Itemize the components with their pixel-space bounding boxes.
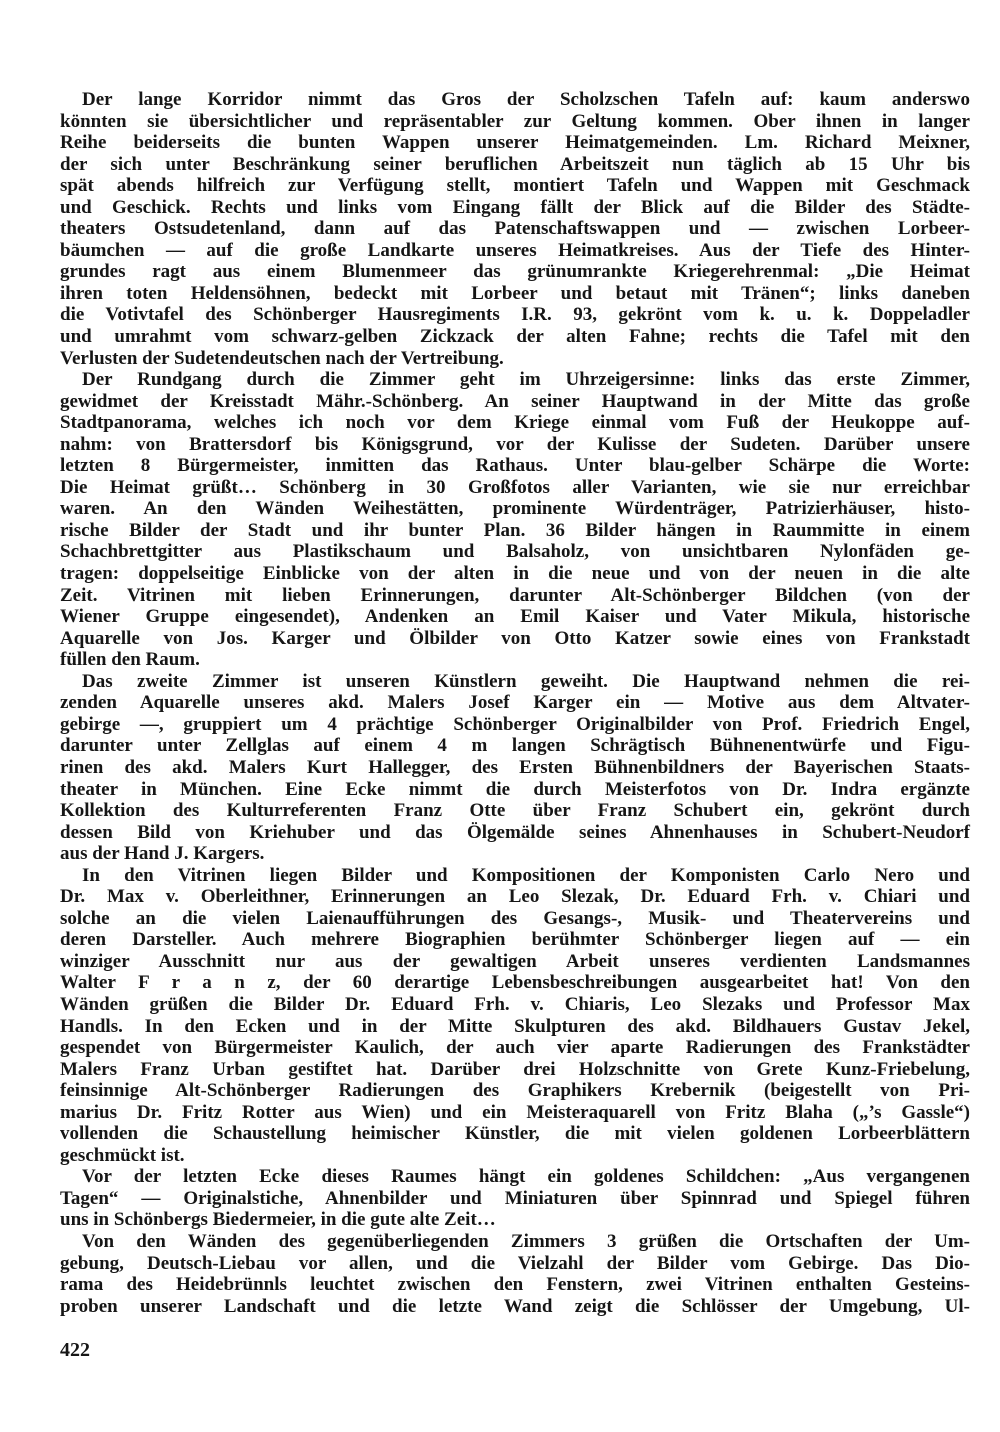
paragraph [60,1231,970,1317]
text-line: winziger Ausschnitt nur aus der gewaltigen Arbeit unseres verdienten Landsmannes [60,950,970,972]
text-line: füllen den Raum. [60,649,200,671]
text-line: Das zweite Zimmer ist unseren Künstlern geweiht. Die Hauptwand nehmen die rei- [82,670,970,692]
text-line: dessen Bild von Kriehuber und das Ölgemälde seines Ahnenhauses in Schubert-Neudorf [60,821,970,843]
text-line: grundes ragt aus einem Blumenmeer das grünumrankte Kriegerehrenmal: „Die Heimat [60,261,970,283]
text-line: Vor der letzten Ecke dieses Raumes hängt ein goldenes Schildchen: „Aus vergangenen [82,1166,970,1188]
text-line: vollenden die Schaustellung heimischer Künstler, die mit vielen goldenen Lorbeerblättern [60,1123,970,1145]
text-line: Handls. In den Ecken und in der Mitte Skulpturen des akd. Bildhauers Gustav Jekel, [60,1015,970,1037]
text-line: Die Heimat grüßt… Schönberg in 30 Großfotos aller Varianten, wie sie nur erreichbar [60,476,970,498]
text-line: Schachbrettgitter aus Plastikschaum und Balsaholz, von unsichtbaren Nylonfäden ge- [60,541,970,563]
paragraph [60,1166,970,1231]
text-line: Dr. Max v. Oberleithner, Erinnerungen an Leo Slezak, Dr. Eduard Frh. v. Chiari und [60,886,970,908]
text-line: zenden Aquarelle unseres akd. Malers Josef Karger ein — Motive aus dem Altvater- [60,692,970,714]
paragraph [60,369,970,671]
text-line: rinen des akd. Malers Kurt Hallegger, des Ersten Bühnenbildners der Bayerischen Staats- [60,756,970,778]
text-line: rama des Heidebrünnls leuchtet zwischen den Fenstern, zwei Vitrinen enthalten Gesteins- [60,1274,970,1296]
text-line: gebung, Deutsch-Liebau vor allen, und die Vielzahl der Bilder vom Gebirge. Das Dio- [60,1252,970,1274]
paragraph [60,89,970,369]
text-line: Zeit. Vitrinen mit lieben Erinnerungen, darunter Alt-Schönberger Bildchen (von der [60,584,970,606]
text-line: Von den Wänden des gegenüberliegenden Zimmers 3 grüßen die Ortschaften der Um- [82,1230,970,1252]
text-line: spät abends hilfreich zur Verfügung stellt, montiert Tafeln und Wappen mit Geschmack [60,175,970,197]
text-line: tragen: doppelseitige Einblicke von der alten in die neue und von der neuen in die alte [60,563,970,585]
text-line: uns in Schönbergs Biedermeier, in die gute alte Zeit… [60,1209,496,1231]
text-line: könnten sie übersichtlicher und repräsentabler zur Geltung kommen. Ober ihnen in langer [60,110,970,132]
text-line: deren Darsteller. Auch mehrere Biographien berühmter Schönberger liegen auf — ein [60,929,970,951]
text-line: waren. An den Wänden Weihestätten, prominente Würdenträger, Patrizierhäuser, histo- [60,498,970,520]
page-number: 422 [60,1339,90,1361]
text-line: solche an die vielen Laienaufführungen des Gesangs-, Musik- und Theatervereins und [60,907,970,929]
text-line: gespendet von Bürgermeister Kaulich, der auch vier aparte Radierungen des Frankstädter [60,1037,970,1059]
text-line: Wänden grüßen die Bilder Dr. Eduard Frh. v. Chiaris, Leo Slezaks und Professor Max [60,993,970,1015]
text-line: theater in München. Eine Ecke nimmt die durch Meisterfotos von Dr. Indra ergänzte [60,778,970,800]
text-line: feinsinnige Alt-Schönberger Radierungen des Graphikers Krebernik (beigestellt von Pri- [60,1080,970,1102]
text-line: und umrahmt vom schwarz-gelben Zickzack der alten Fahne; rechts die Tafel mit den [60,326,970,348]
text-line: rische Bilder der Stadt und ihr bunter Plan. 36 Bilder hängen in Raummitte in einem [60,519,970,541]
text-line: Aquarelle von Jos. Karger und Ölbilder von Otto Katzer sowie eines von Frankstadt [60,627,970,649]
text-line: Kollektion des Kulturreferenten Franz Otte über Franz Schubert ein, gekrönt durch [60,800,970,822]
text-line: gebirge —, gruppiert um 4 prächtige Schönberger Originalbilder von Prof. Friedrich Engel, [60,713,970,735]
text-line: Der Rundgang durch die Zimmer geht im Uhrzeigersinne: links das erste Zimmer, [82,369,970,391]
text-line: darunter unter Zellglas auf einem 4 m langen Schrägtisch Bühnenentwürfe und Figu- [60,735,970,757]
text-line: Verlusten der Sudetendeutschen nach der Vertreibung. [60,347,504,369]
paragraph [60,865,970,1167]
text-line: gewidmet der Kreisstadt Mähr.-Schönberg. An seiner Hauptwand in der Mitte das große [60,390,970,412]
text-line: aus der Hand J. Kargers. [60,843,265,865]
text-line: ihren toten Heldensöhnen, bedeckt mit Lorbeer und betaut mit Tränen“; links daneben [60,282,970,304]
text-line: Stadtpanorama, welches ich noch vor dem Kriege einmal vom Fuß der Heukoppe auf- [60,412,970,434]
text-line: Walter F r a n z, der 60 derartige Lebensbeschreibungen ausgearbeitet hat! Von den [60,972,970,994]
text-line: Reihe beiderseits die bunten Wappen unserer Heimatgemeinden. Lm. Richard Meixner, [60,132,970,154]
text-line: Malers Franz Urban gestiftet hat. Darüber drei Holzschnitte von Grete Kunz-Friebelung, [60,1058,970,1080]
text-line: Der lange Korridor nimmt das Gros der Scholzschen Tafeln auf: kaum anderswo [82,89,970,110]
text-line: Wiener Gruppe eingesendet), Andenken an Emil Kaiser und Vater Mikula, historische [60,606,970,628]
text-line: Tagen“ — Originalstiche, Ahnenbilder und Miniaturen über Spinnrad und Spiegel führen [60,1187,970,1209]
paragraph [60,671,970,865]
text-line: In den Vitrinen liegen Bilder und Kompositionen der Komponisten Carlo Nero und [82,864,970,886]
body-text [60,89,970,1317]
text-line: proben unserer Landschaft und die letzte Wand zeigt die Schlösser der Umgebung, Ul- [60,1295,970,1317]
text-line: und Geschick. Rechts und links vom Eingang fällt der Blick auf die Bilder des Städte- [60,196,970,218]
text-line: bäumchen — auf die große Landkarte unseres Heimatkreises. Aus der Tiefe des Hinter- [60,239,970,261]
text-line: nahm: von Brattersdorf bis Königsgrund, vor der Kulisse der Sudeten. Darüber unsere [60,433,970,455]
text-line: letzten 8 Bürgermeister, inmitten das Rathaus. Unter blau-gelber Schärpe die Worte: [60,455,970,477]
text-line: der sich unter Beschränkung seiner beruflichen Arbeitszeit nun täglich ab 15 Uhr bis [60,153,970,175]
text-line: marius Dr. Fritz Rotter aus Wien) und ein Meisteraquarell von Fritz Blaha („’s Gassle“) [60,1101,970,1123]
text-line: geschmückt ist. [60,1144,185,1166]
text-line: theaters Ostsudetenland, dann auf das Patenschaftswappen und — zwischen Lorbeer- [60,218,970,240]
text-line: die Votivtafel des Schönberger Hausregiments I.R. 93, gekrönt vom k. u. k. Doppeladler [60,304,970,326]
